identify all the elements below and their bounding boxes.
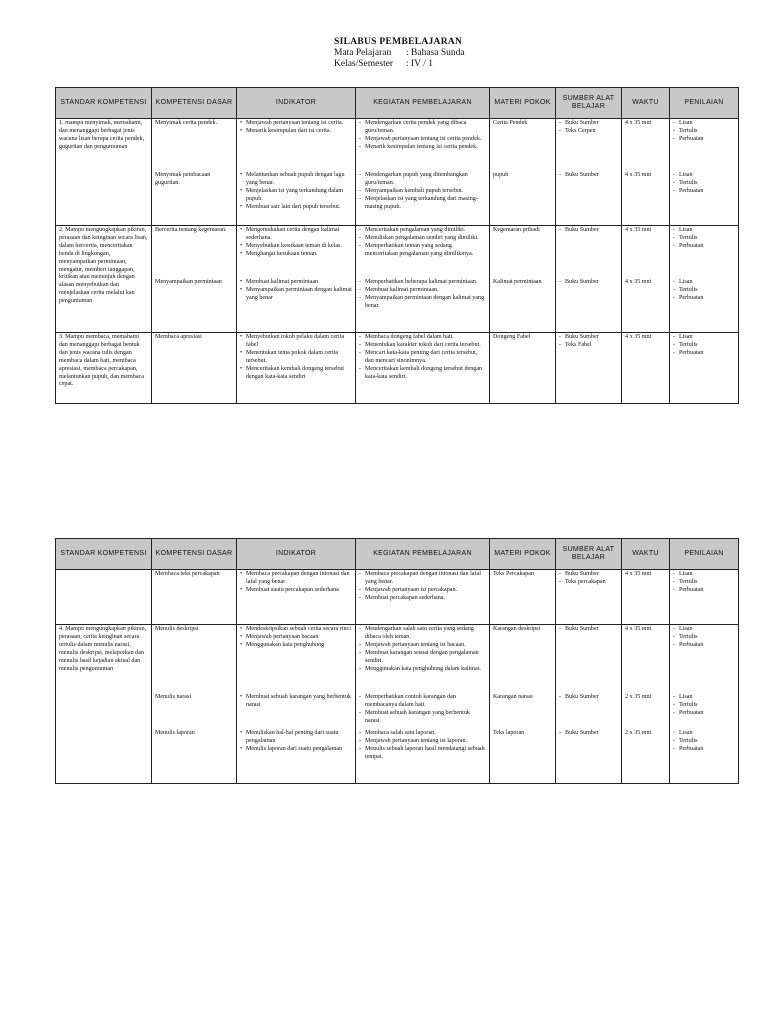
- cell-block: [155, 172, 233, 220]
- penilaian-list: [673, 626, 735, 650]
- waktu-cell: [622, 333, 670, 404]
- table-header-row: [56, 539, 739, 570]
- kegiatan-list: [359, 626, 486, 673]
- list-item: - Buku Sumber: [559, 334, 618, 342]
- kompetensi-dasar-text: Menulis narasi: [155, 694, 192, 700]
- waktu-text: 2 x 35 mnt: [625, 730, 652, 736]
- materi-pokok-text: Karangan deskripsi: [493, 626, 541, 632]
- cell-block: [155, 571, 233, 619]
- materi-pokok-text: Cerita Pendek: [493, 120, 528, 126]
- cell-block: [359, 626, 486, 690]
- waktu-cell: [622, 625, 670, 784]
- list-item: • Membaca percakapan dengan intonasi dan lafal yang benar: [240, 571, 352, 587]
- sumber-list: [559, 120, 618, 136]
- list-item: - Buku Sumber: [559, 172, 618, 180]
- cell-block: [559, 334, 618, 398]
- list-item: - Perbuatan: [673, 642, 735, 650]
- kompetensi-dasar-text: Membaca apresiasi: [155, 334, 202, 340]
- materi-pokok-cell: [490, 333, 556, 404]
- list-item: - Lisan: [673, 694, 735, 702]
- indikator-cell: [237, 119, 356, 226]
- list-item: - Tertulis: [673, 342, 735, 350]
- list-item: - Lisan: [673, 626, 735, 634]
- sumber-cell: [556, 570, 622, 625]
- cell-block: [359, 279, 486, 327]
- document-title: SILABUS PEMBELAJARAN: [334, 37, 463, 47]
- list-item: - Membaca dongeng fabel dalam hati.: [359, 334, 486, 342]
- cell-block: [359, 172, 486, 220]
- cell-block: [673, 279, 735, 327]
- col-kegiatan-pembelajaran: KEGIATAN PEMBELAJARAN: [356, 88, 490, 119]
- list-item: - Mencari kata-kata penting dari cerita tersebut, dan mencari sinonimnya.: [359, 350, 486, 366]
- list-item: - Perbuatan: [673, 188, 735, 196]
- list-item: - Menceritakan kembali dongeng tersebut dengan kata-kata sendiri.: [359, 366, 486, 382]
- col-standar-kompetensi: STANDAR KOMPETENSI: [56, 88, 152, 119]
- cell-block: [359, 571, 486, 619]
- list-item: • Menceritakan kembali dongeng tersebut dengan kata-kata sendiri: [240, 366, 352, 382]
- materi-pokok-text: Teks laporan: [493, 730, 525, 736]
- cell-block: [240, 626, 352, 690]
- penilaian-cell: [670, 119, 739, 226]
- list-item: • Membuat kalimat permintaan: [240, 279, 352, 287]
- standar-kompetensi-cell: [56, 570, 152, 625]
- kegiatan-list: [359, 279, 486, 311]
- materi-pokok-cell: [490, 119, 556, 226]
- list-item: - Lisan: [673, 571, 735, 579]
- waktu-text: 4 x 35 mnt: [625, 279, 652, 285]
- sumber-list: [559, 279, 618, 287]
- sumber-list: [559, 730, 618, 738]
- list-item: - Perbuatan: [673, 746, 735, 754]
- penilaian-list: [673, 334, 735, 358]
- standar-kompetensi-cell: 1. mampu menyimak, memahami, dan menanggapi berbagai jenis wacana lisan berupa cerita pendek, guguritan dan pengumuman: [56, 119, 152, 226]
- cell-block: [559, 227, 618, 275]
- penilaian-list: [673, 172, 735, 196]
- table-body: [56, 570, 739, 784]
- sumber-list: [559, 571, 618, 587]
- cell-block: [625, 571, 666, 619]
- kompetensi-dasar-cell: [152, 333, 237, 404]
- list-item: - Menjawab pertanyaan tentang isi cerita pendek.: [359, 136, 486, 144]
- list-item: • Membuat sair lain dari pupuh tersebut.: [240, 204, 352, 212]
- col-penilaian: PENILAIAN: [670, 539, 739, 570]
- sumber-list: [559, 626, 618, 634]
- indikator-cell: [237, 333, 356, 404]
- kegiatan-cell: [356, 119, 490, 226]
- kegiatan-list: [359, 571, 486, 603]
- cell-block: [625, 334, 666, 398]
- sumber-cell: [556, 625, 622, 784]
- list-item: - Tertulis: [673, 738, 735, 746]
- sumber-list: [559, 172, 618, 180]
- cell-block: [493, 694, 552, 726]
- list-item: - Buku Sumber: [559, 571, 618, 579]
- cell-block: [493, 730, 552, 778]
- standar-kompetensi-cell: 4. Mampu mengungkapkan pikiran, perasaan, cerita keinginan secara tertulis dalam menulis narasi, menulis deskripsi, melaporkan dan menulis hasil kejadian aktual dan menulis pengumuman: [56, 625, 152, 784]
- cell-block: [359, 227, 486, 275]
- kegiatan-list: [359, 694, 486, 726]
- col-materi-pokok: MATERI POKOK: [490, 539, 556, 570]
- cell-block: [493, 279, 552, 327]
- indikator-list: [240, 626, 352, 650]
- col-standar-kompetensi: STANDAR KOMPETENSI: [56, 539, 152, 570]
- list-item: - Menyampaikan permintaan dengan kalimat yang benar.: [359, 295, 486, 311]
- kegiatan-list: [359, 334, 486, 381]
- list-item: - Buku Sumber: [559, 227, 618, 235]
- kompetensi-dasar-cell: [152, 119, 237, 226]
- cell-block: [155, 626, 233, 690]
- cell-block: [625, 730, 666, 778]
- waktu-text: 4 x 35 mnt: [625, 334, 652, 340]
- cell-block: [240, 227, 352, 275]
- list-item: - Buku Sumber: [559, 730, 618, 738]
- list-item: • Menyampaikan permintaan dengan kalimat yang benar: [240, 287, 352, 303]
- cell-block: [493, 227, 552, 275]
- list-item: • Menjawab pertanyaan bacaan: [240, 634, 352, 642]
- list-item: - Menentukan karakter tokoh dari cerita tersebut.: [359, 342, 486, 350]
- list-item: - Memperhatikan contoh karangan dan membacanya dalam hati.: [359, 694, 486, 710]
- table-row: [56, 333, 739, 404]
- list-item: - Tertulis: [673, 235, 735, 243]
- list-item: - Menulis sebuah laporan hasil mendatangi sebuah tempat.: [359, 746, 486, 762]
- table-row: [56, 625, 739, 784]
- kegiatan-cell: [356, 333, 490, 404]
- list-item: - Lisan: [673, 730, 735, 738]
- kompetensi-dasar-text: Menyimak pembacaan guguritan.: [155, 172, 211, 186]
- cell-block: [559, 626, 618, 690]
- kompetensi-dasar-text: Menyampaikan permintaan: [155, 279, 222, 285]
- list-item: - Menyampaikan kembali pupuh tersebut.: [359, 188, 486, 196]
- indikator-list: [240, 120, 352, 136]
- list-item: • Menyebutkan tokoh pelaku dalam cerita fabel: [240, 334, 352, 350]
- list-item: - Teks Fabel: [559, 342, 618, 350]
- cell-block: [559, 172, 618, 220]
- list-item: • Menuliskan hal-hal penting dari suatu pengalaman: [240, 730, 352, 746]
- cell-block: [625, 694, 666, 726]
- cell-block: [240, 730, 352, 778]
- kegiatan-list: [359, 120, 486, 152]
- cell-block: [359, 730, 486, 778]
- kompetensi-dasar-text: Bercerita tentang kegemaran.: [155, 227, 227, 233]
- col-kegiatan-pembelajaran: KEGIATAN PEMBELAJARAN: [356, 539, 490, 570]
- penilaian-list: [673, 694, 735, 718]
- list-item: - Lisan: [673, 120, 735, 128]
- kegiatan-cell: [356, 226, 490, 333]
- cell-block: [240, 694, 352, 726]
- list-item: - Mendengarkan cerita pendek yang dibaca guru/teman.: [359, 120, 486, 136]
- subject-label: Mata Pelajaran: [334, 48, 392, 58]
- list-item: • Melantunkan sebuah pupuh dengan lagu yang benar.: [240, 172, 352, 188]
- cell-block: [673, 120, 735, 168]
- list-item: • Membuat sebuah karangan yang berbentuk narasi: [240, 694, 352, 710]
- penilaian-list: [673, 730, 735, 754]
- list-item: - Menarik kesimpulan tentang isi cerita pendek.: [359, 144, 486, 152]
- materi-pokok-text: Kalimat permintaan: [493, 279, 542, 285]
- list-item: • Menjawab pertanyaan tentang isi cerita.: [240, 120, 352, 128]
- kompetensi-dasar-text: Menulis laporan: [155, 730, 195, 736]
- list-item: - Mendengarkan salah satu cerita yang sedang dibaca oleh teman.: [359, 626, 486, 642]
- waktu-text: 4 x 35 mnt: [625, 626, 652, 632]
- list-item: - Menjawab pertanyaan tentang isi laporan.: [359, 738, 486, 746]
- penilaian-cell: [670, 570, 739, 625]
- cell-block: [559, 730, 618, 778]
- cell-block: [240, 279, 352, 327]
- list-item: - Menjawab pertanyaan isi percakapan.: [359, 587, 486, 595]
- list-item: - Mendengarkan pupuh yang ditembangkan guru/teman.: [359, 172, 486, 188]
- kegiatan-list: [359, 227, 486, 259]
- col-waktu: WAKTU: [622, 88, 670, 119]
- col-kompetensi-dasar: KOMPETENSI DASAR: [152, 539, 237, 570]
- waktu-text: 4 x 35 mnt: [625, 227, 652, 233]
- class-row: [334, 59, 465, 70]
- list-item: - Menuliskan pengalaman sendiri yang dimiliki.: [359, 235, 486, 243]
- col-indikator: INDIKATOR: [237, 88, 356, 119]
- table-row: [56, 226, 739, 333]
- list-item: - Tertulis: [673, 702, 735, 710]
- list-item: • Mengemukakan cerita dengan kalimat sederhana.: [240, 227, 352, 243]
- cell-block: [673, 334, 735, 398]
- penilaian-cell: [670, 333, 739, 404]
- materi-pokok-text: pupuh: [493, 172, 509, 178]
- list-item: - Teks percakapan: [559, 579, 618, 587]
- cell-block: [359, 334, 486, 398]
- list-item: - Memperhatikan teman yang sedang menceritakan pengalaman yang dimilikinya.: [359, 243, 486, 259]
- cell-block: [240, 172, 352, 220]
- waktu-text: 4 x 35 mnt: [625, 571, 652, 577]
- cell-block: [240, 334, 352, 398]
- subject-value: : Bahasa Sunda: [406, 48, 465, 58]
- indikator-cell: [237, 226, 356, 333]
- cell-block: [155, 227, 233, 275]
- penilaian-list: [673, 227, 735, 251]
- materi-pokok-cell: [490, 226, 556, 333]
- list-item: • Menarik kesimpulan dari isi cerita.: [240, 128, 352, 136]
- materi-pokok-cell: [490, 625, 556, 784]
- list-item: - Membaca salah satu laporan.: [359, 730, 486, 738]
- list-item: - Membuat karangan sesuai dengan pengalaman sendiri.: [359, 650, 486, 666]
- cell-block: [155, 694, 233, 726]
- list-item: - Tertulis: [673, 634, 735, 642]
- indikator-cell: [237, 625, 356, 784]
- cell-block: [493, 571, 552, 619]
- sumber-cell: [556, 333, 622, 404]
- sumber-list: [559, 694, 618, 702]
- kompetensi-dasar-cell: [152, 625, 237, 784]
- list-item: - Perbuatan: [673, 136, 735, 144]
- list-item: - Perbuatan: [673, 587, 735, 595]
- list-item: • Menjelaskan isi yang terkandung dalam pupuh.: [240, 188, 352, 204]
- list-item: - Lisan: [673, 279, 735, 287]
- waktu-text: 2 x 35 mnt: [625, 694, 652, 700]
- sumber-list: [559, 227, 618, 235]
- col-materi-pokok: MATERI POKOK: [490, 88, 556, 119]
- cell-block: [493, 172, 552, 220]
- materi-pokok-text: Karangan narasi: [493, 694, 533, 700]
- list-item: - Tertulis: [673, 180, 735, 188]
- cell-block: [625, 279, 666, 327]
- list-item: - Perbuatan: [673, 710, 735, 718]
- cell-block: [559, 120, 618, 168]
- list-item: - Lisan: [673, 334, 735, 342]
- cell-block: [625, 120, 666, 168]
- kegiatan-list: [359, 172, 486, 212]
- indikator-list: [240, 172, 352, 212]
- kompetensi-dasar-text: Membaca teks percakapan: [155, 571, 220, 577]
- list-item: - Membuat percakapan sederhana.: [359, 595, 486, 603]
- list-item: - Teks Cerpen: [559, 128, 618, 136]
- sumber-cell: [556, 119, 622, 226]
- list-item: - Perbuatan: [673, 243, 735, 251]
- list-item: - Buku Sumber: [559, 279, 618, 287]
- cell-block: [240, 120, 352, 168]
- cell-block: [493, 120, 552, 168]
- table-header-row: [56, 88, 739, 119]
- cell-block: [559, 571, 618, 619]
- cell-block: [673, 571, 735, 619]
- list-item: - Lisan: [673, 227, 735, 235]
- list-item: - Membuat sebuah karangan yang berbentuk narasi.: [359, 710, 486, 726]
- syllabus-table-2: [55, 538, 739, 784]
- list-item: - Membuat kalimat permintaan.: [359, 287, 486, 295]
- penilaian-cell: [670, 226, 739, 333]
- kompetensi-dasar-cell: [152, 570, 237, 625]
- col-waktu: WAKTU: [622, 539, 670, 570]
- cell-block: [673, 626, 735, 690]
- list-item: • Menggunakan kata penghubung: [240, 642, 352, 650]
- waktu-text: 4 x 35 mnt: [625, 120, 652, 126]
- list-item: - Memperhatikan beberapa kalimat permintaan.: [359, 279, 486, 287]
- table-body: [56, 119, 739, 404]
- sumber-list: [559, 334, 618, 350]
- list-item: - Tertulis: [673, 287, 735, 295]
- standar-kompetensi-cell: 2. Mampu mengungkapkan pikiran, perasaan dan keinginan secara lisan, dalam bercerita, menceritakan benda di lingkungan, menyampaikan permintaan, mengatur, memberi tanggapan, kritikan atau menunjuk dengan alasan menyebutkan dan menjelaskan cerita melalui kan pengumuman: [56, 226, 152, 333]
- kompetensi-dasar-cell: [152, 226, 237, 333]
- list-item: • Menghargai kesukaan teman.: [240, 251, 352, 259]
- penilaian-list: [673, 571, 735, 595]
- cell-block: [673, 694, 735, 726]
- materi-pokok-text: Teks Percakapan: [493, 571, 535, 577]
- waktu-cell: [622, 570, 670, 625]
- list-item: - Perbuatan: [673, 350, 735, 358]
- list-item: - Lisan: [673, 172, 735, 180]
- list-item: - Buku Sumber: [559, 120, 618, 128]
- document-header: [334, 37, 465, 70]
- table-row: [56, 570, 739, 625]
- kegiatan-list: [359, 730, 486, 762]
- cell-block: [625, 626, 666, 690]
- cell-block: [155, 279, 233, 327]
- col-indikator: INDIKATOR: [237, 539, 356, 570]
- table-row: [56, 119, 739, 226]
- cell-block: [155, 120, 233, 168]
- indikator-list: [240, 571, 352, 595]
- indikator-list: [240, 730, 352, 754]
- standar-kompetensi-cell: 3. Mampu membaca, memahami dan menanggapi berbagai bentuk dan jenis wacana tulis dengan membaca dalam hati, membaca apresiasi, membaca percakapan, melantunkan pupuh, dan membaca cepat.: [56, 333, 152, 404]
- penilaian-cell: [670, 625, 739, 784]
- kegiatan-cell: [356, 625, 490, 784]
- cell-block: [359, 120, 486, 168]
- list-item: - Membaca percakapan dengan intonasi dan lafal yang benar.: [359, 571, 486, 587]
- cell-block: [673, 730, 735, 778]
- penilaian-list: [673, 279, 735, 303]
- list-item: - Buku Sumber: [559, 626, 618, 634]
- class-value: : IV / 1: [406, 59, 434, 69]
- list-item: - Menceritakan pengalaman yang dimiliki.: [359, 227, 486, 235]
- list-item: - Tertulis: [673, 128, 735, 136]
- indikator-list: [240, 334, 352, 381]
- col-kompetensi-dasar: KOMPETENSI DASAR: [152, 88, 237, 119]
- cell-block: [240, 571, 352, 619]
- kompetensi-dasar-text: Menyimak cerita pendek.: [155, 120, 218, 126]
- list-item: - Tertulis: [673, 579, 735, 587]
- col-sumber-alat-belajar: SUMBER ALAT BELAJAR: [556, 88, 622, 119]
- cell-block: [559, 694, 618, 726]
- penilaian-list: [673, 120, 735, 144]
- list-item: - Menjelaskan isi yang terkandung dari masing-masing pupuh.: [359, 196, 486, 212]
- list-item: - Buku Sumber: [559, 694, 618, 702]
- list-item: • Mendeskripsikan sebuah cerita secara rinci: [240, 626, 352, 634]
- list-item: - Menjawab pertanyaan tentang isi bacaan.: [359, 642, 486, 650]
- list-item: • Menentukan tema pokok dalam cerita tersebut.: [240, 350, 352, 366]
- indikator-cell: [237, 570, 356, 625]
- list-item: • Membuat suatu percakapan sederhana: [240, 587, 352, 595]
- class-label: Kelas/Semester: [334, 59, 394, 69]
- waktu-cell: [622, 226, 670, 333]
- indikator-list: [240, 279, 352, 303]
- kegiatan-cell: [356, 570, 490, 625]
- list-item: • Menulis laporan dari suatu pengalaman: [240, 746, 352, 754]
- indikator-list: [240, 227, 352, 259]
- cell-block: [155, 334, 233, 398]
- waktu-text: 4 x 35 mnt: [625, 172, 652, 178]
- syllabus-table-1: [55, 87, 739, 404]
- sumber-cell: [556, 226, 622, 333]
- cell-block: [155, 730, 233, 778]
- cell-block: [493, 626, 552, 690]
- col-penilaian: PENILAIAN: [670, 88, 739, 119]
- cell-block: [559, 279, 618, 327]
- cell-block: [493, 334, 552, 398]
- materi-pokok-text: Dongeng Fabel: [493, 334, 531, 340]
- materi-pokok-cell: [490, 570, 556, 625]
- waktu-cell: [622, 119, 670, 226]
- cell-block: [359, 694, 486, 726]
- cell-block: [625, 227, 666, 275]
- kompetensi-dasar-text: Menulis deskripsi: [155, 626, 199, 632]
- cell-block: [673, 227, 735, 275]
- cell-block: [625, 172, 666, 220]
- list-item: - Menggunakan kata penghubung dalam kalimat.: [359, 666, 486, 674]
- materi-pokok-text: Kegemaran pribadi: [493, 227, 540, 233]
- indikator-list: [240, 694, 352, 710]
- cell-block: [673, 172, 735, 220]
- list-item: • Menyebutkan kesukaan teman di kelas.: [240, 243, 352, 251]
- subject-row: [334, 48, 465, 59]
- col-sumber-alat-belajar: SUMBER ALAT BELAJAR: [556, 539, 622, 570]
- list-item: - Perbuatan: [673, 295, 735, 303]
